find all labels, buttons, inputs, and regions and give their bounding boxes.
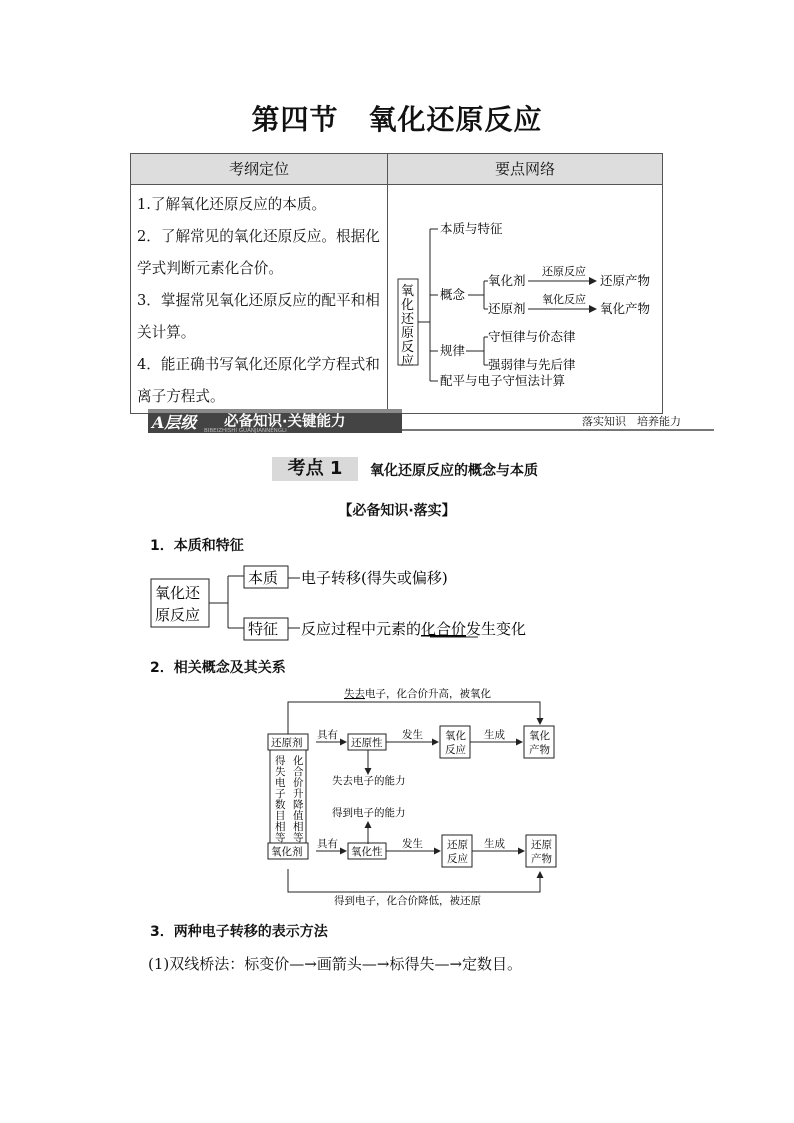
concept-diagram [260,684,570,908]
s3-line-prefix: (1)双线桥法： [148,955,245,973]
s1-box-line2: 原反应 [155,606,201,624]
s2-has2: 具有 [317,838,338,850]
root-char: 氧 [401,284,415,299]
s1-feature-post: 发生变化 [466,620,527,638]
right-col-char: 降 [293,799,304,811]
goal-item: 1.了解氧化还原反应的本质。 [137,196,327,213]
outline-network [388,185,663,414]
s2-generate1: 生成 [484,729,505,741]
s1-feature-text [301,620,526,638]
banner-right-text: 落实知识 培养能力 [582,415,681,428]
s2-generate2: 生成 [484,838,505,850]
s2-oxidizability: 氧化性 [351,846,383,858]
network-oxidation-product: 氧化产物 [600,301,651,316]
root-char: 还 [401,312,415,327]
s2-occur1: 发生 [402,729,423,741]
network-oxidation-reaction: 氧化反应 [542,293,586,306]
left-col-char: 电 [275,777,286,789]
s3-step: 标得失 [389,955,435,973]
root-char: 应 [401,354,415,369]
s1-heading: 1．本质和特征 [150,538,244,554]
s2-redproduct-l2: 产物 [531,853,552,865]
right-col-char: 等 [293,832,304,844]
network-law: 规律 [440,343,466,358]
network-diagram [388,185,662,399]
s2-top-post: 电子，化合价升高，被氧化 [365,688,491,700]
banner-level: A层级 [152,413,197,432]
s3-heading: 3．两种电子转移的表示方法 [150,924,328,940]
right-col-char: 合 [293,766,304,778]
s1-feature-label: 特征 [248,620,279,638]
network-reductant: 还原剂 [488,301,526,316]
s1-essence-text: 电子转移(得失或偏移) [301,569,448,587]
left-col-char: 得 [275,755,286,767]
s2-top-text [344,687,491,700]
kaodian-heading [272,457,538,481]
left-col-char: 等 [275,832,286,844]
network-root-text [401,284,418,369]
outline-left-header: 考纲定位 [131,154,388,185]
s3-step: 标变价 [244,955,290,973]
network-reduction-reaction: 还原反应 [542,265,586,278]
s2-oxreaction-l2: 反应 [445,744,466,756]
s1-essence-label: 本质 [248,569,279,587]
network-oxidant: 氧化剂 [488,273,526,288]
essence-diagram [148,562,568,646]
right-col-char: 升 [293,788,304,800]
outline-table [130,153,663,414]
s2-redreaction-l1: 还原 [447,839,468,851]
left-col-char: 子 [275,788,286,800]
right-col-char: 相 [293,821,304,833]
network-concept: 概念 [440,287,466,302]
network-law1: 守恒律与价态律 [488,329,576,344]
right-col-char: 化 [293,755,304,767]
left-col-char: 数 [275,799,286,811]
s2-redreaction-l2: 反应 [447,853,468,865]
s3-step: 画箭头 [316,955,362,973]
bracket-heading: 【必备知识·落实】 [338,503,456,519]
s2-reducibility: 还原性 [351,737,383,749]
banner-graphic [148,409,714,433]
root-char: 原 [401,326,415,341]
s3-step: 定数目。 [462,955,523,973]
left-col-char: 失 [275,766,286,778]
kaodian-title: 氧化还原反应的概念与本质 [370,463,538,479]
banner-rule [402,429,714,431]
s2-reductant: 还原剂 [271,737,303,749]
right-col-char: 值 [293,810,304,822]
network-law2: 强弱律与先后律 [488,357,576,372]
root-char: 反 [401,340,415,355]
kaodian-label: 考点 1 [272,457,358,481]
s2-oxproduct-l2: 产物 [529,744,550,756]
s1-feature-key: 化合价 [421,620,467,638]
outline-right-header: 要点网络 [388,154,663,185]
s2-top-pre: 失去 [344,688,365,700]
outline-goals [131,185,388,414]
arrow-icon: —→ [361,955,390,973]
left-col-char: 相 [275,821,286,833]
s2-right-column [293,754,307,844]
section-topic: 氧化还原反应 [368,103,543,136]
network-reduction-product: 还原产物 [600,273,651,288]
s2-heading: 2．相关概念及其关系 [150,660,286,676]
s2-redproduct-l1: 还原 [531,839,552,851]
page-title [0,98,794,138]
s1-feature-pre: 反应过程中元素的 [301,620,422,638]
goal-item: 3．掌握常见氧化还原反应的配平和相关计算。 [137,292,380,341]
banner-pinyin: BIBEIZHISHI GUANJIANNENGLI [204,428,287,433]
s2-has1: 具有 [317,729,338,741]
root-char: 化 [401,298,415,313]
left-col-char: 目 [275,810,286,822]
network-balance: 配平与电子守恒法计算 [440,373,566,388]
s2-oxproduct-l1: 氧化 [529,730,550,742]
arrow-icon: —→ [434,955,463,973]
s3-line [148,953,522,974]
s2-oxidant: 氧化剂 [271,846,303,858]
network-essence: 本质与特征 [440,221,503,236]
s2-bottom-text: 得到电子，化合价降低，被还原 [334,895,481,907]
s2-gain-ability: 得到电子的能力 [332,807,406,819]
s2-oxreaction-l1: 氧化 [445,730,466,742]
s2-occur2: 发生 [402,838,423,850]
level-banner [148,409,714,433]
right-col-char: 价 [293,777,304,789]
section-number: 第四节 [251,103,339,136]
arrow-icon: —→ [289,955,317,973]
goal-item: 2．了解常见的氧化还原反应。根据化学式判断元素化合价。 [137,228,380,277]
goal-item: 4．能正确书写氧化还原化学方程式和离子方程式。 [137,356,380,405]
s2-lose-ability: 失去电子的能力 [332,775,406,787]
s2-left-column [275,755,289,844]
s1-box-line1: 氧化还 [155,584,201,602]
banner-label: 必备知识·关键能力 [224,414,346,430]
